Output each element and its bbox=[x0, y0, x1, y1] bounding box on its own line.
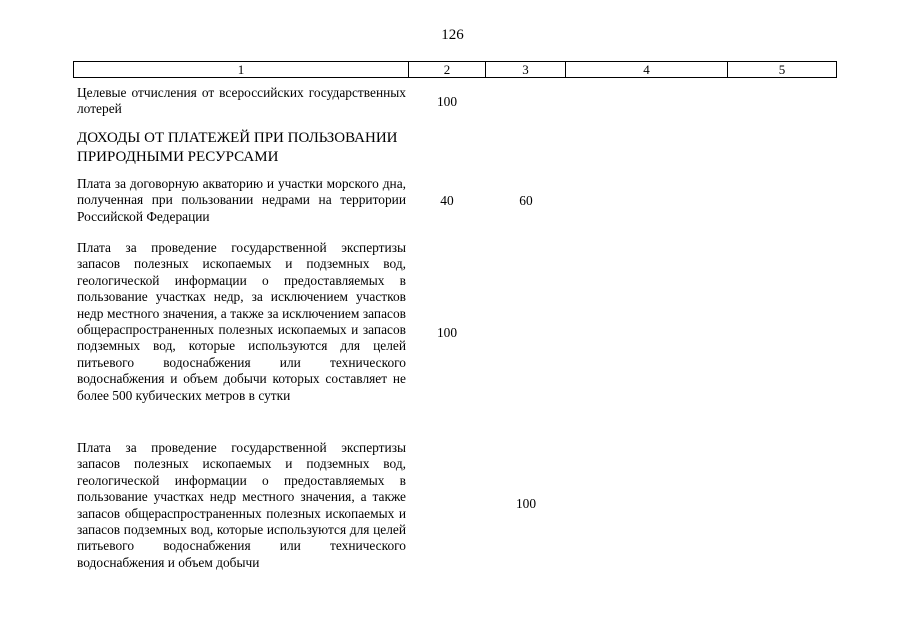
row-description: Плата за договорную акваторию и участки морского дна, полученная при пользовании недрами на территории Российской Федерации bbox=[77, 176, 406, 224]
section-heading: ДОХОДЫ ОТ ПЛАТЕЖЕЙ ПРИ ПОЛЬЗОВАНИИ ПРИРОДНЫМИ РЕСУРСАМИ bbox=[77, 130, 398, 165]
row-col2-value: 100 bbox=[436, 94, 458, 109]
header-col-4: 4 bbox=[566, 62, 728, 78]
row-col3-value: 100 bbox=[515, 496, 537, 511]
row-col2-value: 100 bbox=[436, 325, 458, 340]
page-number: 126 bbox=[441, 27, 464, 43]
row-description: Целевые отчисления от всероссийских государственных лотерей bbox=[77, 85, 406, 117]
header-col-5: 5 bbox=[728, 62, 837, 78]
row-description: Плата за проведение государственной экспертизы запасов полезных ископаемых и подземных вод, геологической информации о предоставляемых в пользование участках недр, за исключением участков недр местного значения, а также за исключением запасов общераспространенных полезных ископаемых и запасов подземных вод, которые используются для целей питьевого водоснабжения или технического водоснабжения и объем добычи которых составляет не более 500 кубических метров в сутки bbox=[77, 240, 406, 403]
header-row bbox=[74, 62, 837, 78]
header-col-1: 1 bbox=[74, 62, 409, 78]
row-col2-value: 40 bbox=[440, 193, 454, 208]
header-col-3: 3 bbox=[486, 62, 566, 78]
header-col-2: 2 bbox=[409, 62, 486, 78]
row-col3-value: 60 bbox=[519, 193, 533, 208]
row-description: Плата за проведение государственной экспертизы запасов полезных ископаемых и подземных вод, геологической информации о предоставляемых в пользование участках недр местного значения, а также запасов общераспространенных полезных ископаемых и запасов подземных вод, которые используются для целей питьевого водоснабжения или технического водоснабжения и объем добычи bbox=[77, 440, 406, 570]
column-number-header bbox=[73, 61, 837, 78]
